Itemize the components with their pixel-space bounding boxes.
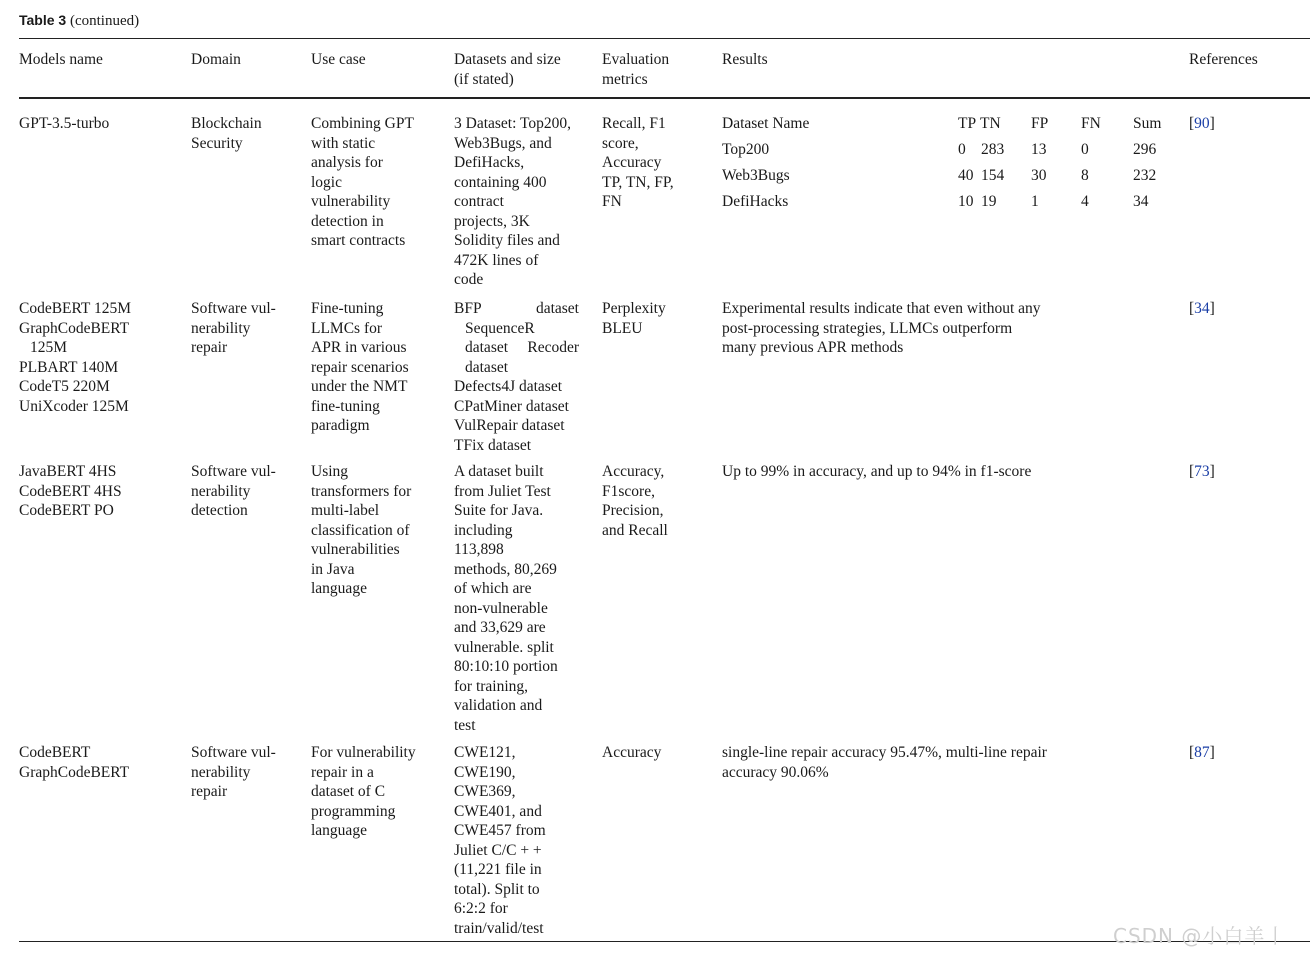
row4-use-case [311,743,416,841]
use-case-line: paradigm [311,417,370,434]
results-line: post-processing strategies, LLMCs outperform [722,319,1013,337]
header-domain: Domain [191,51,241,68]
use-case-line: Combining GPT [311,115,414,132]
row3-use-case [311,462,411,599]
dataset-line: CWE401, and [454,802,542,820]
results-line: many previous APR methods [722,339,904,356]
header-models-name: Models name [19,51,103,68]
dataset-line: A dataset built [454,463,544,480]
domain-line: Security [191,134,243,152]
row2-reference: [34] [1189,300,1215,317]
use-case-line: multi-label [311,502,380,519]
results-cell-fp: 13 [1031,141,1047,158]
reference-link[interactable]: 34 [1194,300,1210,317]
use-case-line: language [311,580,367,597]
row1-datasets [454,114,571,290]
row3-metrics [602,462,668,540]
dataset-line: Defects4J dataset [454,378,563,395]
header-eval-line1: Evaluation [602,51,670,68]
results-cell-tn: 283 [981,141,1005,158]
dataset-line: SequenceR [465,319,535,337]
model-name: PLBART 140M [19,358,119,376]
dataset-line: CPatMiner dataset [454,397,569,415]
row2-domain [191,299,276,358]
use-case-line: logic [311,173,342,191]
metric-line: and Recall [602,521,668,539]
use-case-line: in Java [311,560,355,578]
row2-models [19,299,131,416]
table-continued-note: (continued) [69,13,140,29]
results-cell-sum: 34 [1133,193,1149,210]
dataset-line: CWE369, [454,783,516,800]
results-header-tn: TN [980,115,1001,132]
domain-line: Software vul- [191,300,276,317]
row3-reference: [73] [1189,463,1215,480]
reference-link[interactable]: 73 [1194,463,1210,480]
use-case-line: analysis for [311,154,383,171]
use-case-line: APR in various [311,339,407,356]
metric-line: Recall, F1 [602,115,666,132]
row4-domain [191,743,276,802]
dataset-line: CWE190, [454,763,516,781]
dataset-line: Web3Bugs, and [454,134,552,152]
results-header-sum: Sum [1133,115,1162,132]
results-cell-dataset: Top200 [722,141,770,158]
use-case-line: repair in a [311,763,374,781]
dataset-line: VulRepair dataset [454,417,565,434]
row3-results [722,462,1031,482]
row4-models [19,743,129,782]
metric-line: score, [602,134,639,152]
use-case-line: vulnerability [311,193,391,210]
dataset-line: projects, 3K [454,212,530,230]
row1-domain [191,114,262,153]
dataset-line: DefiHacks, [454,154,525,171]
use-case-line: vulnerabilities [311,541,400,558]
results-cell-tp: 10 [958,193,974,210]
model-name: 125M [30,339,68,356]
use-case-line: transformers for [311,482,412,500]
domain-line: repair [191,783,228,800]
use-case-line: Using [311,463,349,480]
header-datasets-line2: (if stated) [454,70,514,88]
row4-metrics [602,743,661,763]
row4-datasets [454,743,546,938]
dataset-line: and 33,629 are [454,619,546,636]
dataset-line: contract [454,193,504,210]
metric-line: F1score, [602,482,655,500]
dataset-line: Juliet C/C + + [454,841,542,859]
top-rule [19,38,1310,39]
dataset-line: 6:2:2 for [454,900,508,917]
row3-datasets [454,462,558,735]
header-rule [19,97,1310,99]
results-cell-fn: 8 [1081,167,1089,184]
results-line: Experimental results indicate that even without any [722,300,1041,317]
metric-line: Perplexity [602,300,666,317]
results-cell-fn: 0 [1081,141,1089,158]
watermark: CSDN @小白羊丨 [1113,924,1287,948]
model-name: JavaBERT 4HS [19,463,117,480]
header-use-case: Use case [311,51,366,68]
results-cell-tp: 40 [958,167,974,184]
row1-metrics [602,114,674,212]
header-datasets [454,50,561,89]
results-header-tp: TP [958,115,977,132]
dataset-line: vulnerable. split [454,638,554,656]
dataset-line: Solidity files and [454,232,560,249]
domain-line: repair [191,339,228,356]
dataset-line: CWE457 from [454,822,546,839]
use-case-line: detection in [311,212,384,230]
metric-line: FN [602,193,622,210]
dataset-line: Suite for Java. [454,502,544,519]
dataset-line: CWE121, [454,744,516,761]
results-header-dataset-name: Dataset Name [722,115,810,132]
results-cell-dataset: Web3Bugs [722,167,790,184]
domain-line: Software vul- [191,744,276,761]
row1-use-case [311,114,414,251]
dataset-line: 472K lines of [454,251,539,269]
dataset-line: 113,898 [454,541,504,558]
use-case-line: language [311,822,367,839]
dataset-word: BFP [454,300,482,317]
results-cell-dataset: DefiHacks [722,193,789,210]
row2-use-case [311,299,409,436]
model-name: CodeBERT 125M [19,300,132,317]
domain-line: detection [191,502,248,519]
use-case-line: programming [311,802,396,820]
use-case-line: repair scenarios [311,358,409,376]
use-case-line: under the NMT [311,378,408,395]
dataset-line: dataset [465,358,509,376]
metric-line: Precision, [602,502,664,519]
dataset-line: for training, [454,677,529,695]
metric-line: BLEU [602,319,643,337]
row2-results [722,299,1041,358]
domain-line: nerability [191,763,251,781]
results-line: accuracy 90.06% [722,763,829,781]
dataset-line [454,338,579,358]
results-cell-sum: 296 [1133,141,1157,158]
dataset-word: dataset [535,300,579,317]
use-case-line: classification of [311,521,410,539]
dataset-line: (11,221 file in [454,861,542,878]
header-eval-line2: metrics [602,70,648,88]
row1-reference: [90] [1189,115,1215,132]
results-cell-tn: 154 [981,167,1005,184]
results-header-fn: FN [1081,115,1101,132]
results-cell-tp: 0 [958,141,966,158]
dataset-word: dataset [465,339,509,356]
dataset-line: from Juliet Test [454,482,551,500]
row3-domain [191,462,276,521]
reference-link[interactable]: 90 [1194,115,1210,132]
use-case-line: Fine-tuning [311,300,384,317]
header-references: References [1189,51,1258,68]
results-header-fp: FP [1031,115,1049,132]
metric-line: Accuracy [602,744,662,761]
use-case-line: with static [311,134,376,152]
dataset-line: train/valid/test [454,919,544,937]
model-name: GPT-3.5-turbo [19,115,110,132]
dataset-line: validation and [454,697,543,714]
table-label: Table 3 [19,12,67,28]
domain-line: nerability [191,482,251,500]
metric-line: Accuracy [602,154,662,171]
row1-model [19,114,109,134]
header-datasets-line1: Datasets and size [454,51,561,68]
row4-results [722,743,1047,782]
header-results: Results [722,51,768,68]
results-cell-fp: 30 [1031,167,1047,184]
use-case-line: LLMCs for [311,319,383,337]
dataset-line [454,299,579,319]
domain-line: nerability [191,319,251,337]
dataset-line: containing 400 [454,173,547,191]
dataset-line: TFix dataset [454,436,532,454]
results-cell-fn: 4 [1081,193,1089,210]
table-caption [19,12,139,30]
dataset-line: 80:10:10 portion [454,658,558,675]
metric-line: Accuracy, [602,463,665,480]
row2-datasets [454,299,579,455]
dataset-line: methods, 80,269 [454,560,557,578]
results-cell-fp: 1 [1031,193,1039,210]
row4-reference: [87] [1189,744,1215,761]
model-name: CodeBERT [19,744,91,761]
metric-line: TP, TN, FP, [602,173,674,191]
model-name: UniXcoder 125M [19,397,129,415]
model-name: GraphCodeBERT [19,319,130,337]
dataset-line: of which are [454,580,532,597]
use-case-line: For vulnerability [311,744,416,761]
domain-line: Software vul- [191,463,276,480]
model-name: CodeT5 220M [19,378,110,395]
model-name: CodeBERT 4HS [19,482,122,500]
dataset-word: Recoder [527,339,579,356]
results-line: single-line repair accuracy 95.47%, multi-line repair [722,744,1047,761]
model-name: CodeBERT PO [19,502,114,519]
reference-link[interactable]: 87 [1194,744,1210,761]
row2-metrics [602,299,666,338]
use-case-line: fine-tuning [311,397,380,415]
results-cell-tn: 19 [981,193,997,210]
model-name: GraphCodeBERT [19,763,130,781]
dataset-line: code [454,271,484,288]
dataset-line: 3 Dataset: Top200, [454,115,572,132]
dataset-line: total). Split to [454,880,540,898]
row3-models [19,462,122,521]
use-case-line: smart contracts [311,232,406,249]
results-line: Up to 99% in accuracy, and up to 94% in f1-score [722,463,1032,480]
results-cell-sum: 232 [1133,167,1157,184]
dataset-line: test [454,716,476,734]
dataset-line: non-vulnerable [454,599,548,617]
dataset-line: including [454,521,513,539]
header-evaluation-metrics [602,50,669,89]
use-case-line: dataset of C [311,783,386,800]
domain-line: Blockchain [191,115,262,132]
